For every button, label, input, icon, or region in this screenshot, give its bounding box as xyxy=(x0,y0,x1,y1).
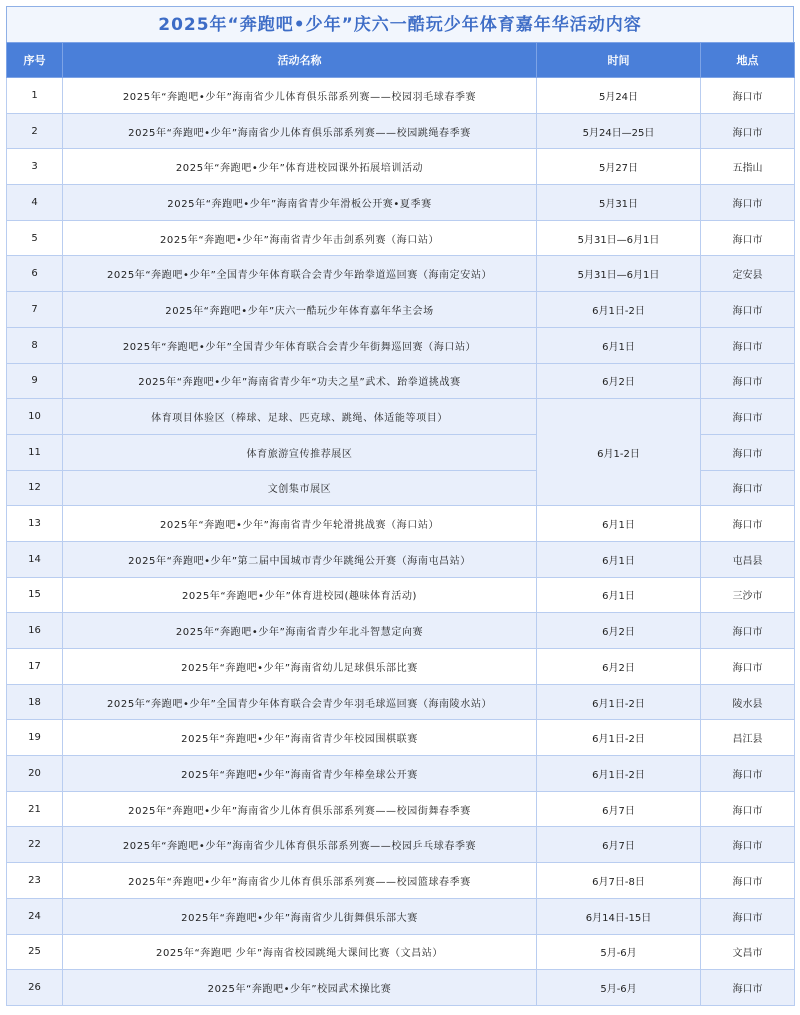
cell-time: 6月1日-2日 xyxy=(537,720,701,756)
cell-name: 2025年“奔跑吧•少年”体育进校园(趣味体育活动) xyxy=(63,577,537,613)
table-row xyxy=(7,649,795,685)
cell-time: 6月1日-2日 xyxy=(537,292,701,328)
cell-time: 6月1日 xyxy=(537,506,701,542)
cell-time: 5月31日 xyxy=(537,185,701,221)
cell-name: 2025年“奔跑吧•少年”全国青少年体育联合会青少年街舞巡回赛（海口站） xyxy=(63,327,537,363)
cell-place: 海口市 xyxy=(701,327,795,363)
cell-place: 定安县 xyxy=(701,256,795,292)
cell-no: 4 xyxy=(7,185,63,221)
table-row xyxy=(7,541,795,577)
cell-time: 6月7日 xyxy=(537,791,701,827)
cell-place: 海口市 xyxy=(701,434,795,470)
cell-time: 6月7日 xyxy=(537,827,701,863)
cell-place: 海口市 xyxy=(701,791,795,827)
cell-place: 海口市 xyxy=(701,898,795,934)
cell-name: 2025年“奔跑吧•少年”海南省青少年滑板公开赛•夏季赛 xyxy=(63,185,537,221)
cell-name: 2025年“奔跑吧•少年”全国青少年体育联合会青少年跆拳道巡回赛（海南定安站） xyxy=(63,256,537,292)
cell-place: 三沙市 xyxy=(701,577,795,613)
table-row xyxy=(7,506,795,542)
table-row xyxy=(7,613,795,649)
table-row xyxy=(7,327,795,363)
cell-time: 5月31日—6月1日 xyxy=(537,256,701,292)
table-row xyxy=(7,827,795,863)
table-row xyxy=(7,399,795,435)
cell-place: 海口市 xyxy=(701,649,795,685)
cell-no: 8 xyxy=(7,327,63,363)
header-time: 时间 xyxy=(537,43,701,78)
cell-name: 2025年“奔跑吧•少年”海南省青少年棒垒球公开赛 xyxy=(63,756,537,792)
cell-place: 海口市 xyxy=(701,613,795,649)
header-no: 序号 xyxy=(7,43,63,78)
cell-place: 海口市 xyxy=(701,220,795,256)
cell-no: 9 xyxy=(7,363,63,399)
cell-place: 海口市 xyxy=(701,78,795,114)
cell-place: 海口市 xyxy=(701,863,795,899)
table-row xyxy=(7,720,795,756)
cell-time: 6月7日-8日 xyxy=(537,863,701,899)
cell-place: 屯昌县 xyxy=(701,541,795,577)
table-row xyxy=(7,292,795,328)
cell-no: 2 xyxy=(7,113,63,149)
cell-name: 2025年“奔跑吧•少年”海南省少儿体育俱乐部系列赛——校园羽毛球春季赛 xyxy=(63,78,537,114)
cell-time: 5月27日 xyxy=(537,149,701,185)
cell-time: 6月1日-2日 xyxy=(537,756,701,792)
cell-name: 2025年“奔跑吧•少年”第二届中国城市青少年跳绳公开赛（海南屯昌站） xyxy=(63,541,537,577)
cell-time: 6月14日-15日 xyxy=(537,898,701,934)
cell-no: 21 xyxy=(7,791,63,827)
cell-no: 16 xyxy=(7,613,63,649)
cell-place: 海口市 xyxy=(701,506,795,542)
cell-place: 海口市 xyxy=(701,756,795,792)
cell-no: 7 xyxy=(7,292,63,328)
cell-no: 26 xyxy=(7,970,63,1006)
cell-place: 陵水县 xyxy=(701,684,795,720)
cell-time: 5月-6月 xyxy=(537,934,701,970)
cell-no: 22 xyxy=(7,827,63,863)
table-row xyxy=(7,898,795,934)
table-body xyxy=(7,78,795,1006)
cell-no: 11 xyxy=(7,434,63,470)
activity-table xyxy=(6,42,795,1006)
cell-name: 2025年“奔跑吧•少年”庆六一酷玩少年体育嘉年华主会场 xyxy=(63,292,537,328)
cell-place: 海口市 xyxy=(701,185,795,221)
cell-place: 海口市 xyxy=(701,970,795,1006)
table-row xyxy=(7,863,795,899)
cell-name: 2025年“奔跑吧•少年”海南省青少年校园围棋联赛 xyxy=(63,720,537,756)
cell-name: 2025年“奔跑吧•少年”全国青少年体育联合会青少年羽毛球巡回赛（海南陵水站） xyxy=(63,684,537,720)
table-row xyxy=(7,934,795,970)
cell-time: 6月2日 xyxy=(537,649,701,685)
cell-name: 2025年“奔跑吧•少年”海南省少儿体育俱乐部系列赛——校园跳绳春季赛 xyxy=(63,113,537,149)
cell-time: 6月1日 xyxy=(537,541,701,577)
cell-place: 文昌市 xyxy=(701,934,795,970)
cell-time: 6月1-2日 xyxy=(537,399,701,506)
cell-name: 2025年“奔跑吧 少年”海南省校园跳绳大课间比赛（文昌站） xyxy=(63,934,537,970)
schedule-sheet xyxy=(6,6,794,1006)
cell-time: 6月1日 xyxy=(537,577,701,613)
table-row xyxy=(7,791,795,827)
header-name: 活动名称 xyxy=(63,43,537,78)
cell-time: 6月1日 xyxy=(537,327,701,363)
cell-name: 体育旅游宣传推荐展区 xyxy=(63,434,537,470)
cell-no: 20 xyxy=(7,756,63,792)
cell-name: 2025年“奔跑吧•少年”海南省少儿体育俱乐部系列赛——校园乒乓球春季赛 xyxy=(63,827,537,863)
cell-no: 25 xyxy=(7,934,63,970)
cell-name: 2025年“奔跑吧•少年”海南省青少年“功夫之星”武术、跆拳道挑战赛 xyxy=(63,363,537,399)
cell-no: 24 xyxy=(7,898,63,934)
cell-no: 1 xyxy=(7,78,63,114)
table-header-row xyxy=(7,43,795,78)
cell-no: 18 xyxy=(7,684,63,720)
cell-no: 23 xyxy=(7,863,63,899)
cell-name: 体育项目体验区（棒球、足球、匹克球、跳绳、体适能等项目） xyxy=(63,399,537,435)
table-row xyxy=(7,113,795,149)
table-row xyxy=(7,78,795,114)
table-row xyxy=(7,185,795,221)
cell-name: 2025年“奔跑吧•少年”海南省少儿体育俱乐部系列赛——校园篮球春季赛 xyxy=(63,863,537,899)
cell-name: 文创集市展区 xyxy=(63,470,537,506)
cell-time: 6月2日 xyxy=(537,613,701,649)
table-row xyxy=(7,756,795,792)
cell-name: 2025年“奔跑吧•少年”海南省少儿街舞俱乐部大赛 xyxy=(63,898,537,934)
table-row xyxy=(7,970,795,1006)
table-row xyxy=(7,577,795,613)
cell-place: 五指山 xyxy=(701,149,795,185)
cell-place: 海口市 xyxy=(701,399,795,435)
cell-time: 6月2日 xyxy=(537,363,701,399)
cell-name: 2025年“奔跑吧•少年”海南省青少年轮滑挑战赛（海口站） xyxy=(63,506,537,542)
cell-name: 2025年“奔跑吧•少年”海南省青少年北斗智慧定向赛 xyxy=(63,613,537,649)
cell-name: 2025年“奔跑吧•少年”校园武术操比赛 xyxy=(63,970,537,1006)
cell-place: 海口市 xyxy=(701,363,795,399)
cell-place: 海口市 xyxy=(701,292,795,328)
cell-no: 13 xyxy=(7,506,63,542)
cell-no: 6 xyxy=(7,256,63,292)
cell-time: 5月24日—25日 xyxy=(537,113,701,149)
header-place: 地点 xyxy=(701,43,795,78)
cell-no: 19 xyxy=(7,720,63,756)
table-row xyxy=(7,684,795,720)
cell-time: 5月-6月 xyxy=(537,970,701,1006)
cell-no: 10 xyxy=(7,399,63,435)
cell-name: 2025年“奔跑吧•少年”体育进校园课外拓展培训活动 xyxy=(63,149,537,185)
cell-time: 6月1日-2日 xyxy=(537,684,701,720)
cell-place: 昌江县 xyxy=(701,720,795,756)
table-row xyxy=(7,149,795,185)
table-row xyxy=(7,256,795,292)
cell-place: 海口市 xyxy=(701,113,795,149)
cell-time: 5月24日 xyxy=(537,78,701,114)
cell-place: 海口市 xyxy=(701,470,795,506)
page-title: 2025年“奔跑吧•少年”庆六一酷玩少年体育嘉年华活动内容 xyxy=(6,6,794,42)
cell-name: 2025年“奔跑吧•少年”海南省青少年击剑系列赛（海口站） xyxy=(63,220,537,256)
cell-name: 2025年“奔跑吧•少年”海南省幼儿足球俱乐部比赛 xyxy=(63,649,537,685)
table-row xyxy=(7,220,795,256)
cell-no: 3 xyxy=(7,149,63,185)
cell-time: 5月31日—6月1日 xyxy=(537,220,701,256)
cell-no: 17 xyxy=(7,649,63,685)
cell-no: 15 xyxy=(7,577,63,613)
cell-place: 海口市 xyxy=(701,827,795,863)
table-row xyxy=(7,363,795,399)
cell-no: 14 xyxy=(7,541,63,577)
cell-name: 2025年“奔跑吧•少年”海南省少儿体育俱乐部系列赛——校园街舞春季赛 xyxy=(63,791,537,827)
cell-no: 5 xyxy=(7,220,63,256)
cell-no: 12 xyxy=(7,470,63,506)
